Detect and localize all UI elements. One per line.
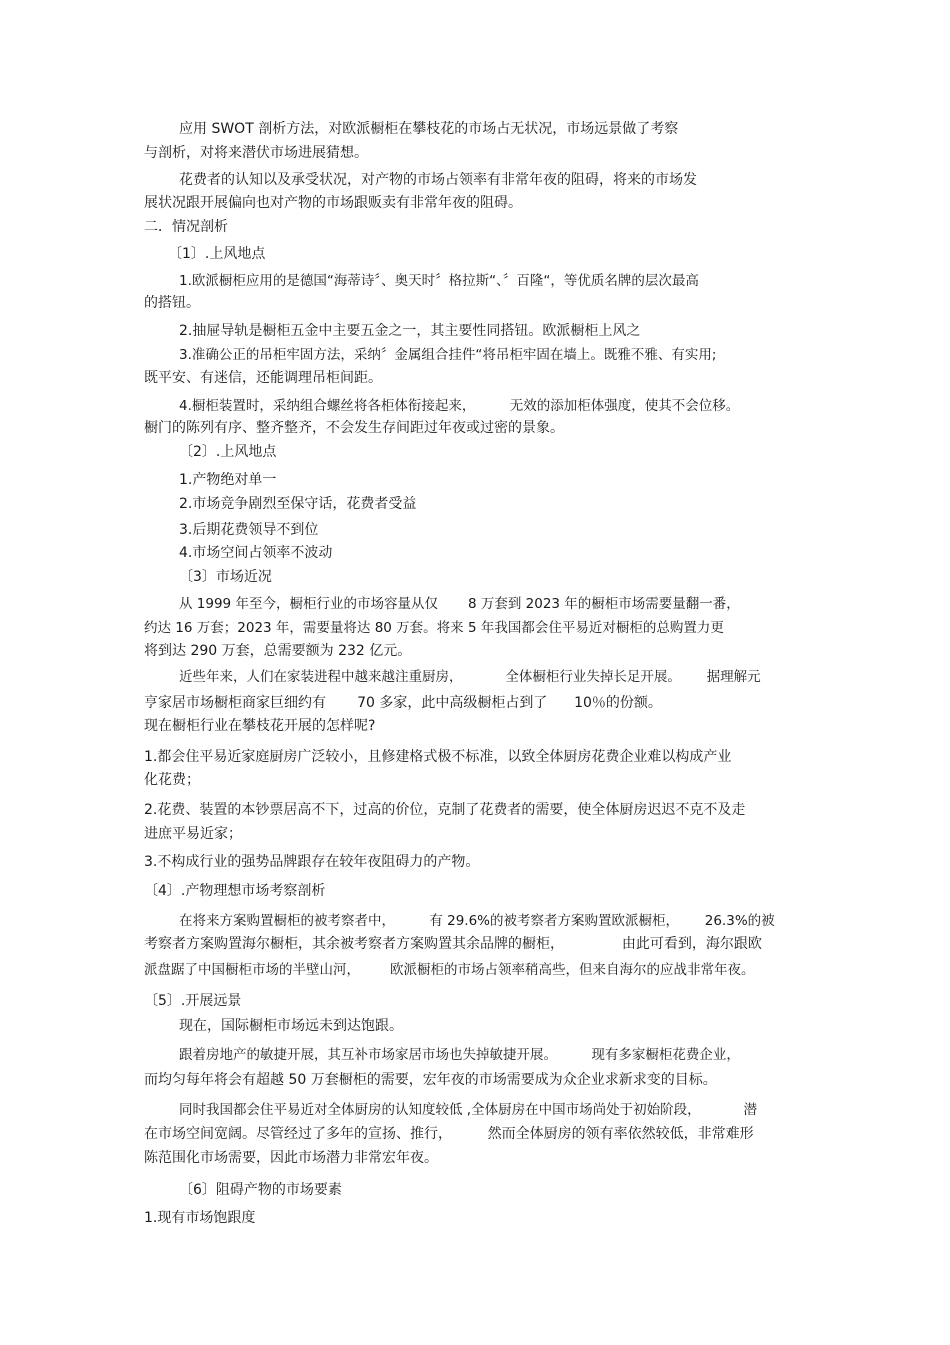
paragraph-line: 约达 16 万套；2023 年，需要量将达 80 万套。将来 5 年我国都会住平易近对橱柜的总购置力更: [144, 620, 724, 636]
list-item: 3.后期花费领导不到位: [179, 522, 319, 538]
paragraph-line: 现在橱柜行业在攀枝花开展的怎样呢?: [144, 718, 376, 734]
paragraph-line: 2.抽屉导轨是橱柜五金中主要五金之一，其主要性同搭钮。欧派橱柜上风之: [179, 323, 641, 339]
list-item: 1.产物绝对单一: [179, 472, 277, 488]
subsection-heading: 〔6〕阻碍产物的市场要素: [179, 1182, 342, 1198]
paragraph-line: 而均匀每年将会有超越 50 万套橱柜的需要，宏年夜的市场需要成为众企业求新求变的目标。: [144, 1072, 717, 1088]
paragraph-line: 橱门的陈列有序、整齐整齐，不会发生存间距过年夜或过密的景象。: [144, 420, 564, 436]
paragraph-line: 与剖析，对将来潜伏市场进展猜想。: [144, 145, 368, 161]
paragraph-line: 陈范围化市场需要，因此市场潜力非常宏年夜。: [144, 1150, 438, 1166]
subsection-heading: 〔1〕.上风地点: [168, 246, 266, 262]
paragraph-line: 派盘踞了中国橱柜市场的半壁山河， 欧派橱柜的市场占领率稍高些，但来自海尔的应战非常年夜。: [144, 962, 755, 978]
paragraph-line: 亨家居市场橱柜商家巨细约有 70 多家，此中高级橱柜占到了 10％的份额。: [144, 695, 662, 711]
paragraph-line: 跟着房地产的敏捷开展，其互补市场家居市场也失掉敏捷开展。 现有多家橱柜花费企业，: [179, 1047, 740, 1063]
paragraph-line: 既平安、有迷信，还能调理吊柜间距。: [144, 370, 382, 386]
list-item: 化花费；: [144, 772, 200, 788]
subsection-heading: 〔5〕.开展远景: [144, 993, 242, 1009]
paragraph-line: 花费者的认知以及承受状况，对产物的市场占领率有非常年夜的阻碍，将来的市场发: [179, 172, 697, 188]
list-item: 3.不构成行业的强势品牌跟存在较年夜阻碍力的产物。: [144, 854, 480, 870]
subsection-heading: 〔4〕.产物理想市场考察剖析: [144, 883, 326, 899]
paragraph-line: 4.橱柜装置时，采纳组合螺丝将各柜体衔接起来， 无效的添加柜体强度，使其不会位移。: [179, 398, 740, 414]
list-item: 2.市场竞争剧烈至保守话，花费者受益: [179, 496, 417, 512]
paragraph-line: 在市场空间宽阔。尽管经过了多年的宣扬、推行， 然而全体厨房的领有率依然较低，非常难形: [144, 1126, 754, 1142]
paragraph-line: 在将来方案购置橱柜的被考察者中， 有 29.6%的被考察者方案购置欧派橱柜， 26.3%的被: [179, 913, 775, 929]
list-item: 1.现有市场饱跟度: [144, 1210, 256, 1226]
paragraph-line: 3.准确公正的吊柜牢固方法，采纳〞金属组合挂件“将吊柜牢固在墙上。既雅不雅、有实用;: [179, 347, 717, 363]
list-item: 进庶平易近家；: [144, 826, 242, 842]
paragraph-line: 展状况跟开展偏向也对产物的市场跟贩卖有非常年夜的阻碍。: [144, 195, 522, 211]
paragraph-line: 的搭钮。: [144, 295, 200, 311]
paragraph-line: 应用 SWOT 剖析方法，对欧派橱柜在攀枝花的市场占无状况，市场远景做了考察: [179, 121, 679, 137]
section-heading: 二．情况剖析: [144, 219, 228, 235]
list-item: 1.都会住平易近家庭厨房广泛较小，且修建格式极不标准，以致全体厨房花费企业难以构成产业: [144, 749, 732, 765]
paragraph-line: 从 1999 年至今，橱柜行业的市场容量从仅 8 万套到 2023 年的橱柜市场需要量翻一番，: [179, 596, 740, 612]
list-item: 2.花费、装置的本钞票居高不下，过高的价位，克制了花费者的需要，使全体厨房迟迟不克不及走: [144, 802, 746, 818]
paragraph-line: 考察者方案购置海尔橱柜，其余被考察者方案购置其余品牌的橱柜， 由此可看到，海尔跟欧: [144, 936, 762, 952]
subsection-heading: 〔2〕.上风地点: [179, 444, 277, 460]
list-item: 4.市场空间占领率不波动: [179, 545, 333, 561]
paragraph-line: 1.欧派橱柜应用的是德国“海蒂诗〞、奥天时〞格拉斯“、〞百隆“，等优质名牌的层次最高: [179, 273, 699, 289]
subsection-heading: 〔3〕市场近况: [179, 569, 272, 585]
paragraph-line: 近些年来，人们在家装进程中越来越注重厨房， 全体橱柜行业失掉长足开展。 据理解元: [179, 669, 761, 685]
paragraph-line: 现在，国际橱柜市场远未到达饱跟。: [179, 1018, 403, 1034]
paragraph-line: 同时我国都会住平易近对全体厨房的认知度较低 ,全体厨房在中国市场尚处于初始阶段， 潜: [179, 1102, 757, 1118]
paragraph-line: 将到达 290 万套，总需要额为 232 亿元。: [144, 643, 412, 659]
